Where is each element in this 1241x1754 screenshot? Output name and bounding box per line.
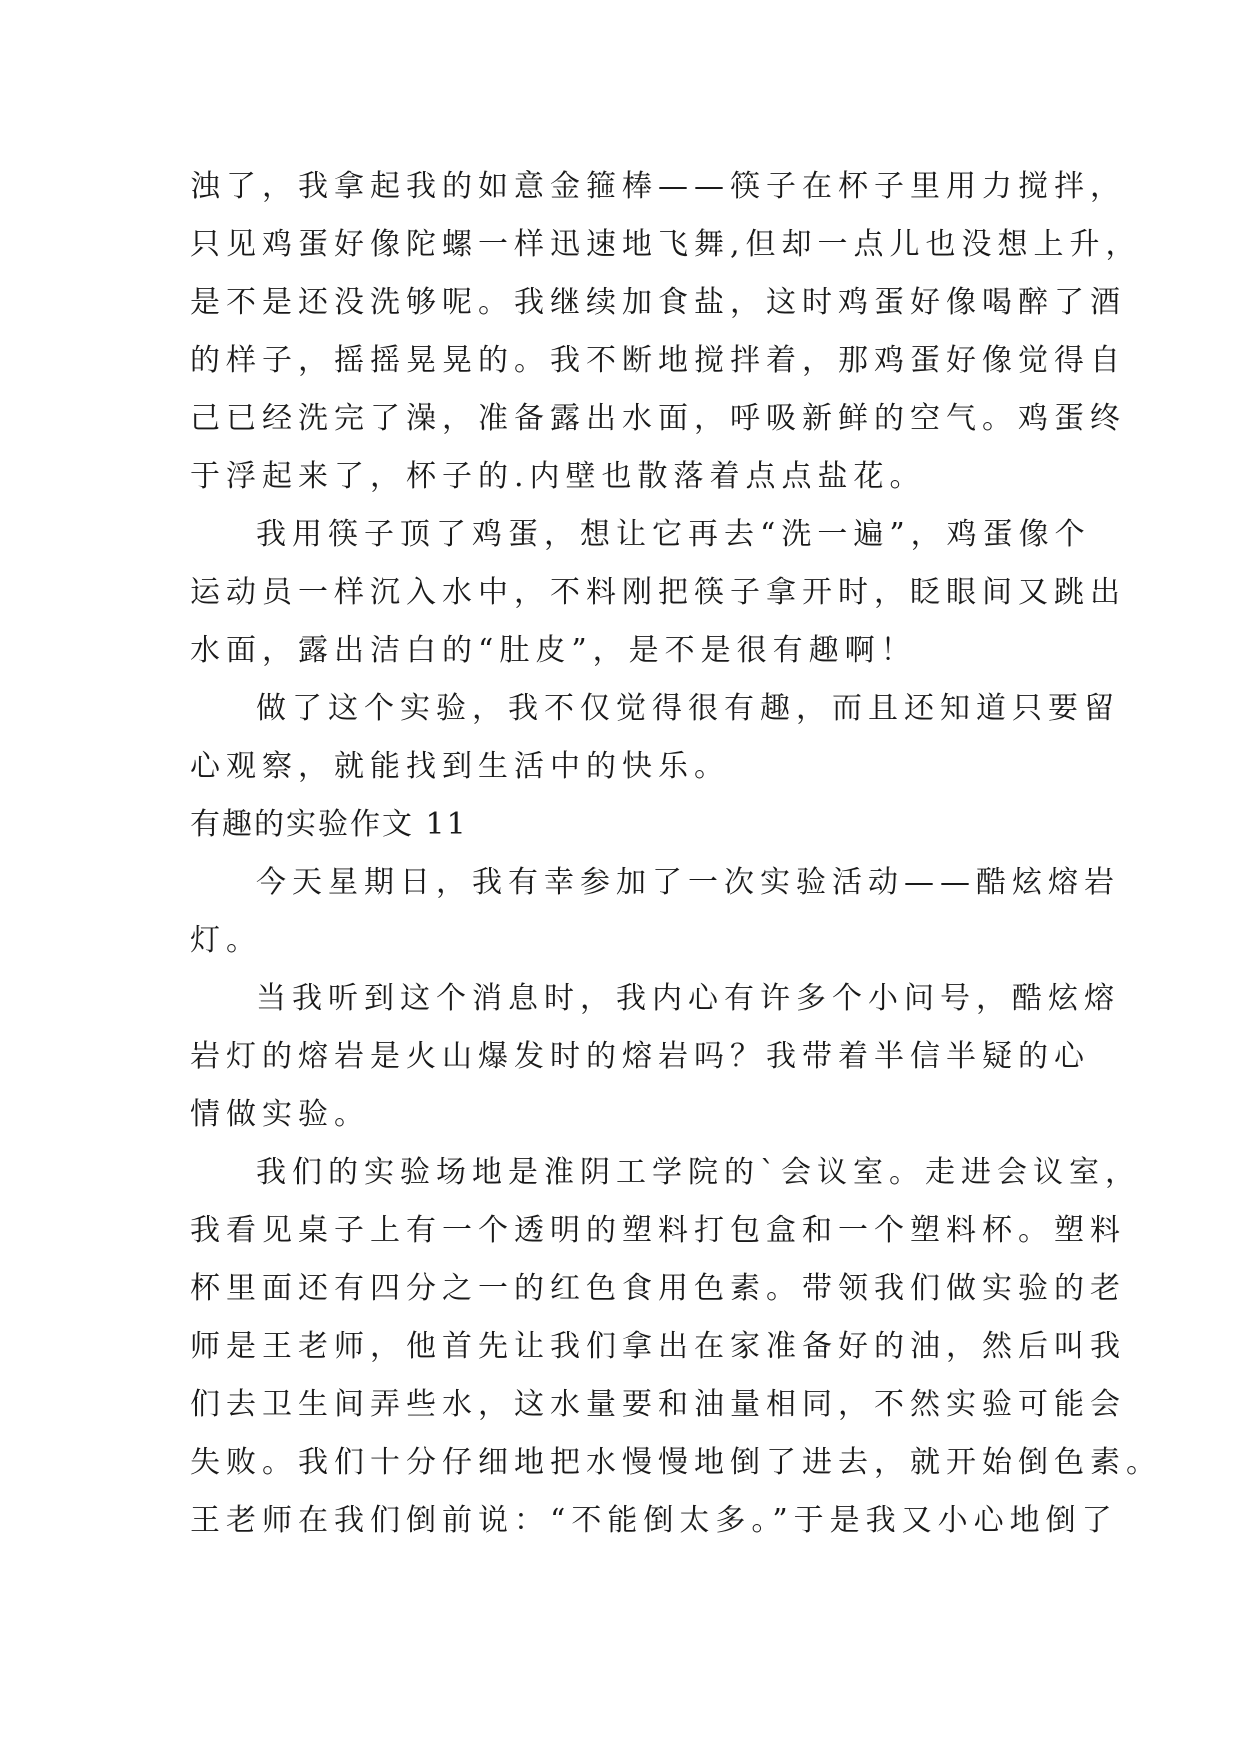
text-line: 心观察，就能找到生活中的快乐。 bbox=[190, 749, 730, 784]
text-line: 水面，露出洁白的“肚皮”，是不是很有趣啊！ bbox=[190, 633, 917, 668]
text-line: 我们的实验场地是淮阴工学院的`会议室。走进会议室， bbox=[256, 1155, 1141, 1190]
essay-heading: 有趣的实验作文 11 bbox=[190, 807, 468, 842]
text-line: 王老师在我们倒前说：“不能倒太多。”于是我又小心地倒了 bbox=[190, 1503, 1118, 1538]
paragraph-experiment-venue bbox=[190, 1144, 1162, 1550]
text-line: 的样子，摇摇晃晃的。我不断地搅拌着，那鸡蛋好像觉得自 bbox=[190, 343, 1126, 378]
text-line: 们去卫生间弄些水，这水量要和油量相同，不然实验可能会 bbox=[190, 1387, 1126, 1422]
text-line: 失败。我们十分仔细地把水慢慢地倒了进去，就开始倒色素。 bbox=[190, 1445, 1162, 1480]
text-line: 于浮起来了，杯子的.内壁也散落着点点盐花。 bbox=[190, 459, 926, 494]
text-line: 情做实验。 bbox=[190, 1097, 370, 1132]
paragraph-questions bbox=[190, 970, 1120, 1144]
text-line: 岩灯的熔岩是火山爆发时的熔岩吗？我带着半信半疑的心 bbox=[190, 1039, 1090, 1074]
document-body bbox=[190, 158, 1162, 1550]
text-line: 我看见桌子上有一个透明的塑料打包盒和一个塑料杯。塑料 bbox=[190, 1213, 1126, 1248]
text-line: 我用筷子顶了鸡蛋，想让它再去“洗一遍”，鸡蛋像个 bbox=[256, 517, 1091, 552]
text-line: 浊了，我拿起我的如意金箍棒——筷子在杯子里用力搅拌， bbox=[190, 169, 1126, 204]
paragraph-sunday-intro bbox=[190, 854, 1120, 970]
text-line: 做了这个实验，我不仅觉得很有趣，而且还知道只要留 bbox=[256, 691, 1120, 726]
text-line: 今天星期日，我有幸参加了一次实验活动——酷炫熔岩 bbox=[256, 865, 1120, 900]
text-line: 运动员一样沉入水中，不料刚把筷子拿开时，眨眼间又跳出 bbox=[190, 575, 1126, 610]
text-line: 己已经洗完了澡，准备露出水面，呼吸新鲜的空气。鸡蛋终 bbox=[190, 401, 1126, 436]
paragraph-egg-wash-again bbox=[190, 506, 1126, 680]
text-line: 当我听到这个消息时，我内心有许多个小问号，酷炫熔 bbox=[256, 981, 1120, 1016]
text-line: 灯。 bbox=[190, 923, 262, 958]
text-line: 只见鸡蛋好像陀螺一样迅速地飞舞,但却一点儿也没想上升， bbox=[190, 227, 1142, 262]
paragraph-conclusion bbox=[190, 680, 1120, 796]
text-line: 是不是还没洗够呢。我继续加食盐，这时鸡蛋好像喝醉了酒 bbox=[190, 285, 1126, 320]
text-line: 杯里面还有四分之一的红色食用色素。带领我们做实验的老 bbox=[190, 1271, 1126, 1306]
text-line: 师是王老师，他首先让我们拿出在家准备好的油，然后叫我 bbox=[190, 1329, 1126, 1364]
paragraph-egg-stirring bbox=[190, 158, 1142, 506]
